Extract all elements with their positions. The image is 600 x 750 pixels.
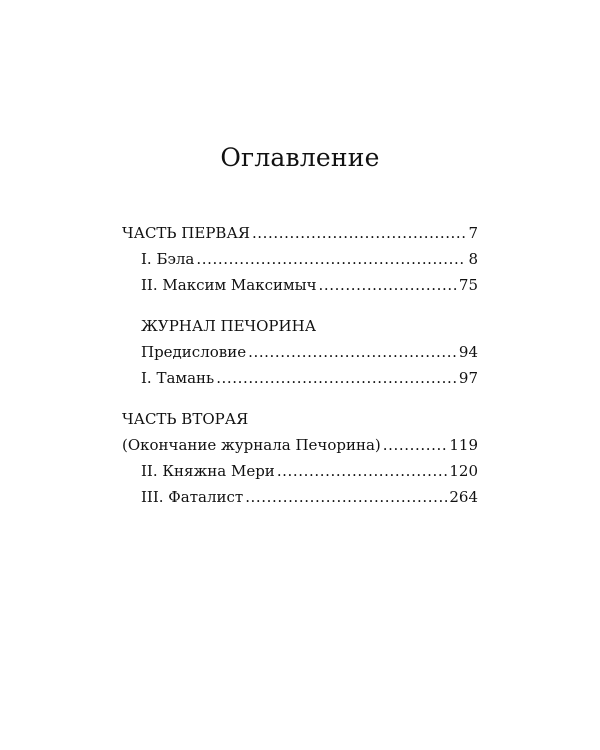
toc-page-number: 120 (449, 462, 478, 480)
toc-entry-part-one[interactable] (122, 222, 478, 244)
toc-page-number: 97 (458, 369, 478, 387)
toc-entry-label: I. Бэла (141, 250, 195, 268)
toc-entry-bela[interactable] (141, 248, 478, 270)
toc-entry-label: II. Максим Максимыч (141, 276, 317, 294)
page-title: Оглавление (220, 143, 380, 172)
toc-entry-taman[interactable] (141, 367, 478, 389)
toc-page-number: 94 (458, 343, 478, 361)
toc-section-heading-part-two: ЧАСТЬ ВТОРАЯ (122, 410, 249, 428)
dot-leader (196, 248, 466, 270)
toc-page-number: 7 (468, 224, 478, 242)
toc-page-number: 119 (449, 436, 478, 454)
toc-entry-label: Предисловие (141, 343, 247, 361)
dot-leader (383, 434, 448, 456)
dot-leader (319, 274, 457, 296)
dot-leader (252, 222, 467, 244)
dot-leader (245, 486, 447, 508)
toc-entry-label: II. Княжна Мери (141, 462, 275, 480)
toc-entry-maksim-maksimych[interactable] (141, 274, 478, 296)
toc-section-heading-journal: ЖУРНАЛ ПЕЧОРИНА (141, 317, 317, 335)
toc-entry-label: I. Тамань (141, 369, 215, 387)
toc-entry-label: (Окончание журнала Печорина) (122, 436, 381, 454)
toc-page-number: 264 (449, 488, 478, 506)
toc-entry-fatalist[interactable] (141, 486, 478, 508)
toc-entry-label: III. Фаталист (141, 488, 244, 506)
toc-entry-journal-end[interactable] (122, 434, 478, 456)
dot-leader (216, 367, 457, 389)
toc-entry-preface[interactable] (141, 341, 478, 363)
dot-leader (248, 341, 457, 363)
toc-entry-knyazhna-meri[interactable] (141, 460, 478, 482)
toc-page-number: 75 (458, 276, 478, 294)
toc-entry-label: ЧАСТЬ ПЕРВАЯ (122, 224, 250, 242)
dot-leader (277, 460, 448, 482)
toc-page-number: 8 (468, 250, 478, 268)
